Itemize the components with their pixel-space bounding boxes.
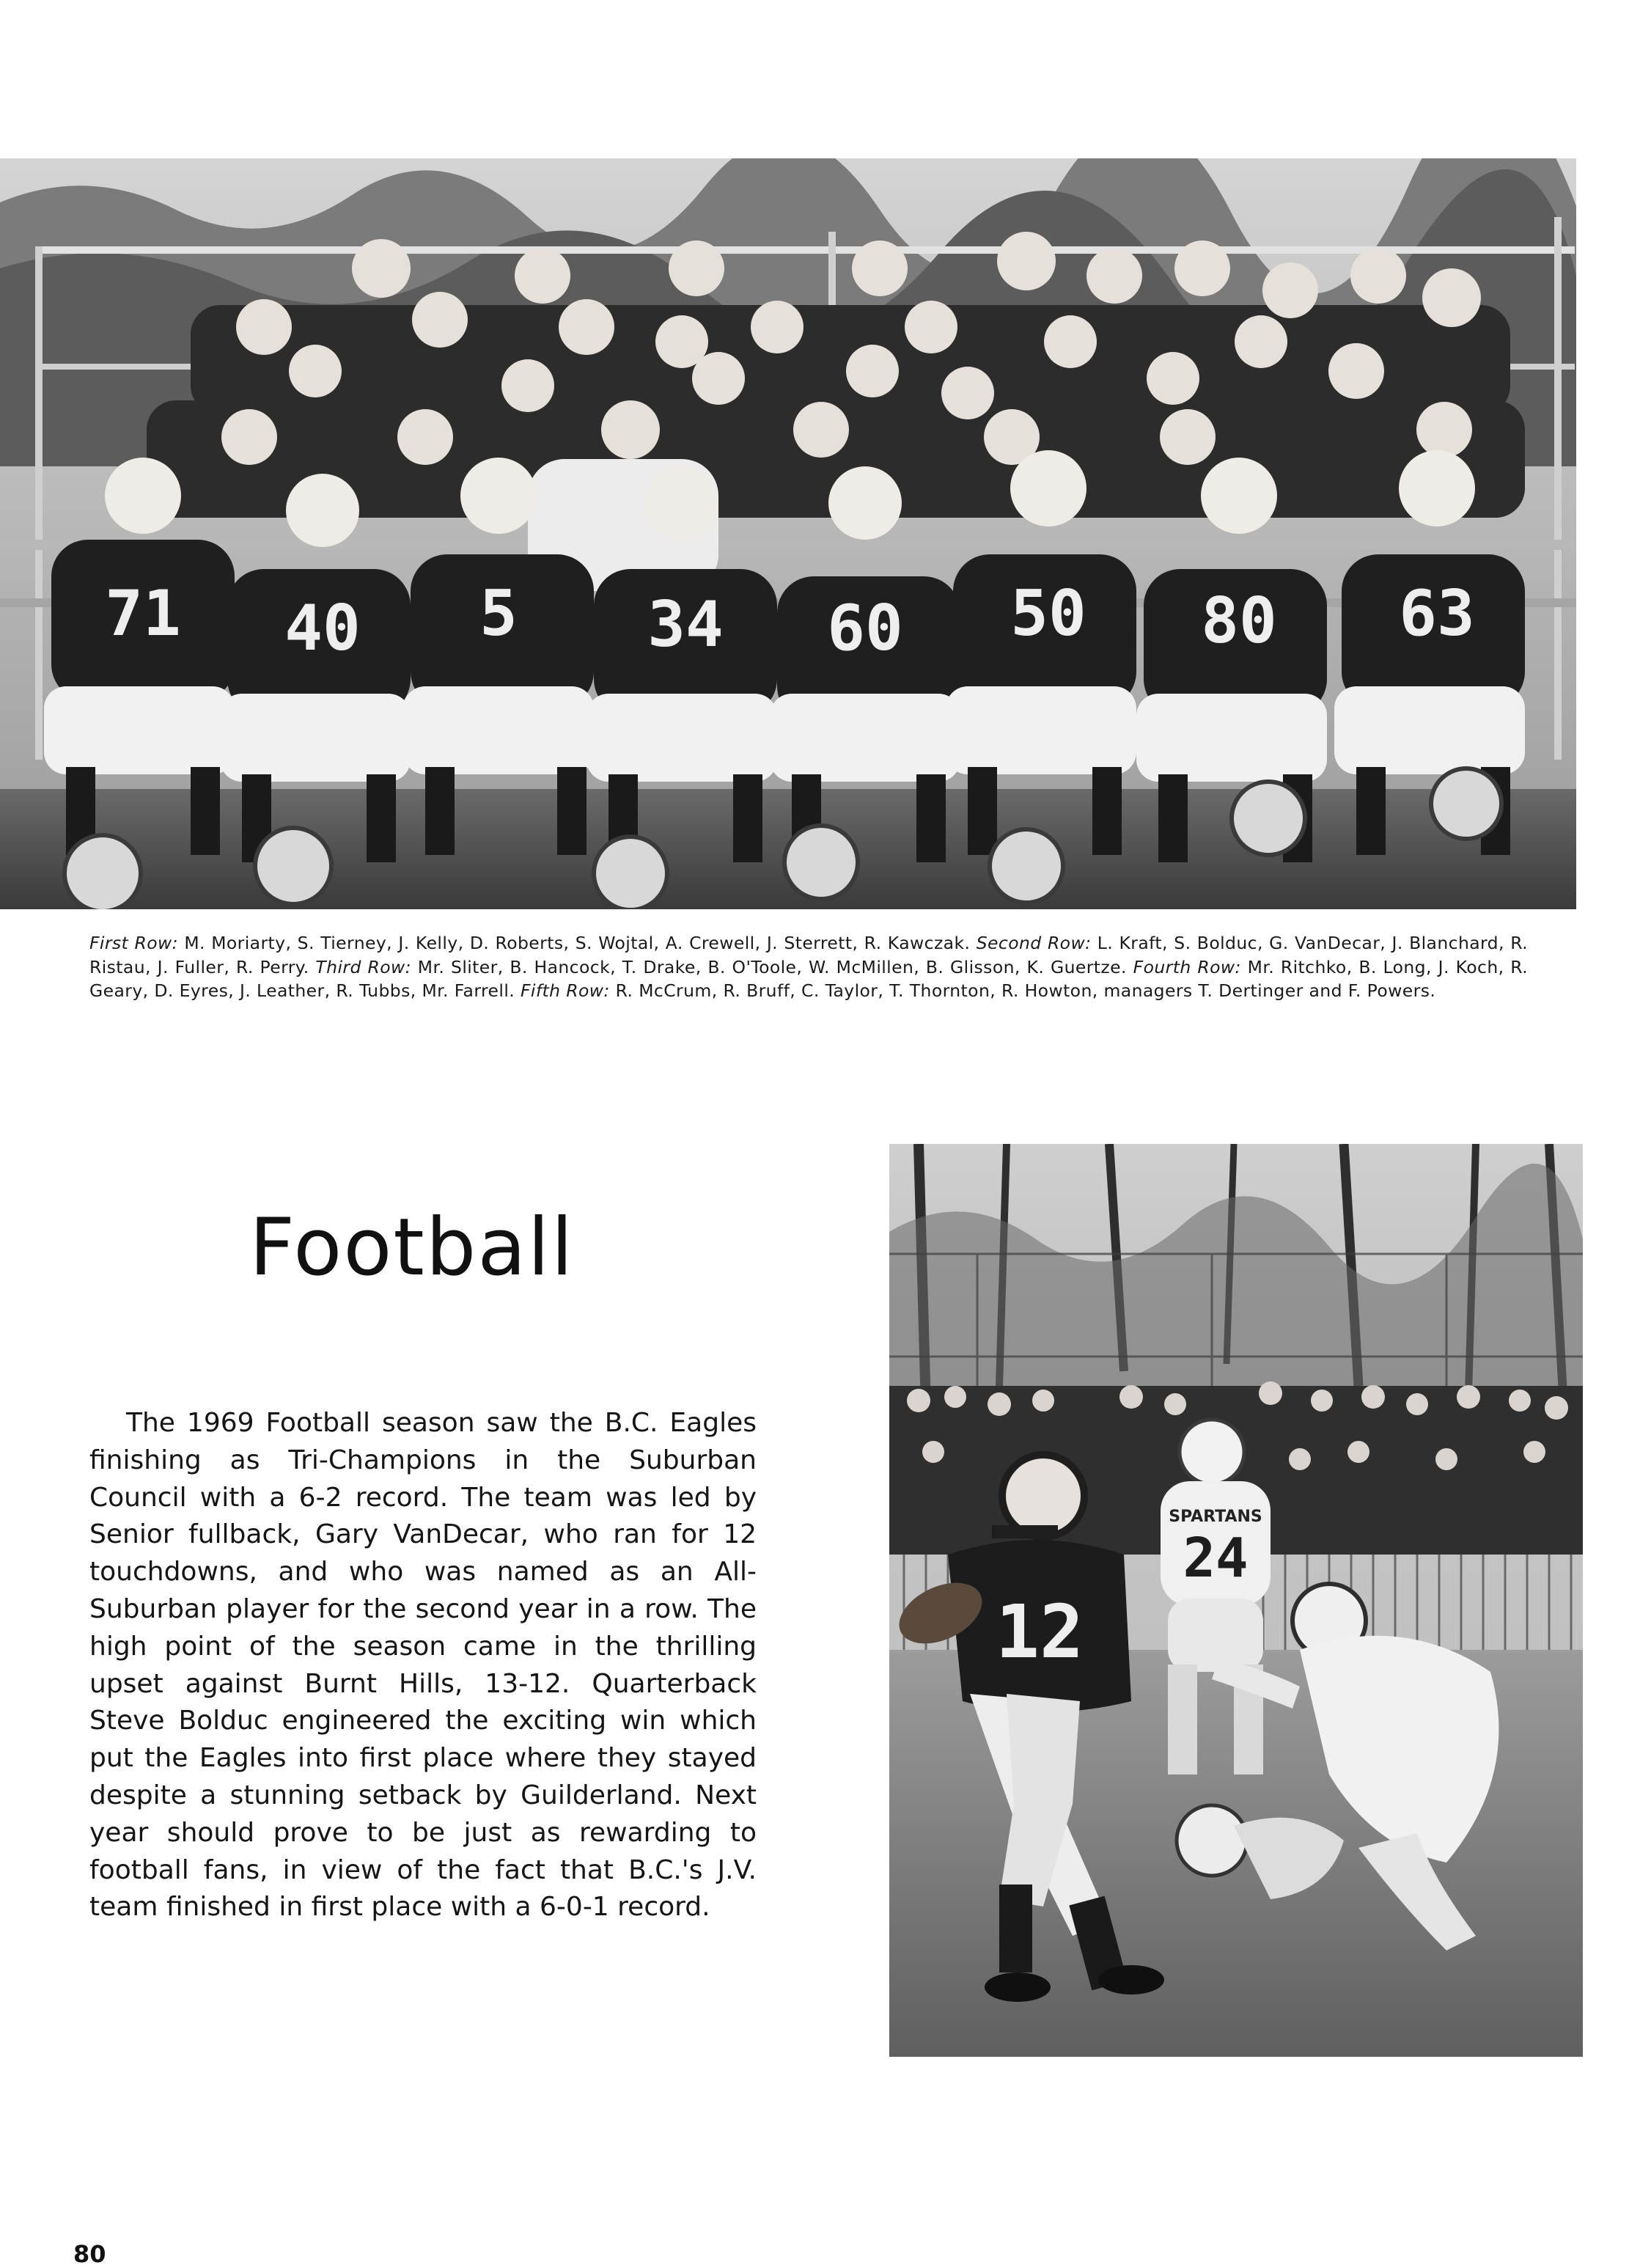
- runner-jersey-number: 12: [995, 1589, 1084, 1675]
- team-photo: [0, 158, 1576, 909]
- action-photo: [889, 1144, 1583, 2057]
- caption-row-label: Second Row:: [976, 933, 1092, 953]
- caption-row-names: R. McCrum, R. Bruff, C. Taylor, T. Thornton, R. Howton, managers T. Dertinger and F. Powers.: [615, 980, 1436, 1001]
- jersey-number: 80: [1201, 584, 1277, 658]
- caption-row-label: Third Row:: [315, 956, 411, 977]
- caption-row-names: M. Moriarty, S. Tierney, J. Kelly, D. Roberts, S. Wojtal, A. Crewell, J. Sterrett, R. Kawczak.: [184, 933, 971, 953]
- defender-jersey-text: SPARTANS: [1169, 1508, 1262, 1526]
- caption-row-label: Fifth Row:: [521, 980, 610, 1001]
- caption-row-names: Mr. Sliter, B. Hancock, T. Drake, B. O'Toole, W. McMillen, B. Glisson, K. Guertze.: [417, 956, 1127, 977]
- caption-row-label: First Row:: [89, 933, 178, 953]
- caption-row-names: Mr. Ritchko, B. Long, J. Koch, R. Geary, D. Eyres, J. Leather, R. Tubbs, Mr. Farrell.: [89, 956, 1529, 1001]
- jersey-number: 63: [1399, 577, 1475, 650]
- jersey-number: 5: [479, 577, 518, 650]
- jersey-number: 50: [1010, 577, 1086, 650]
- article-body: The 1969 Football season saw the B.C. Eagles finishing as Tri-Champions in the Suburban Council with a 6-2 record. The team was led by Senior fullback, Gary VanDecar, who ran for 12 touchdowns, and who was named as an All-Suburban player for the second year in a row. The high point of the season came in the thrilling upset against Burnt Hills, 13-12. Quarterback Steve Bolduc engineered the exciting win which put the Eagles into first place where they stayed despite a stunning setback by Guilderland. Next year should prove to be just as rewarding to football fans, in view of the fact that B.C.'s J.V. team finished in first place with a 6-0-1 record.: [89, 1408, 757, 1923]
- team-photo-caption: [89, 931, 1528, 1003]
- page-number: 80: [73, 2240, 106, 2268]
- jersey-number: 60: [827, 592, 903, 665]
- jersey-number: 71: [105, 577, 181, 650]
- caption-row-label: Fourth Row:: [1133, 956, 1241, 977]
- article-title: Football: [249, 1202, 575, 1293]
- defender-jersey-number: 24: [1183, 1527, 1249, 1590]
- jersey-number: 40: [284, 592, 361, 665]
- jersey-number: 34: [647, 588, 724, 661]
- caption-row-names: L. Kraft, S. Bolduc, G. VanDecar, J. Blanchard, R. Ristau, J. Fuller, R. Perry.: [89, 933, 1528, 977]
